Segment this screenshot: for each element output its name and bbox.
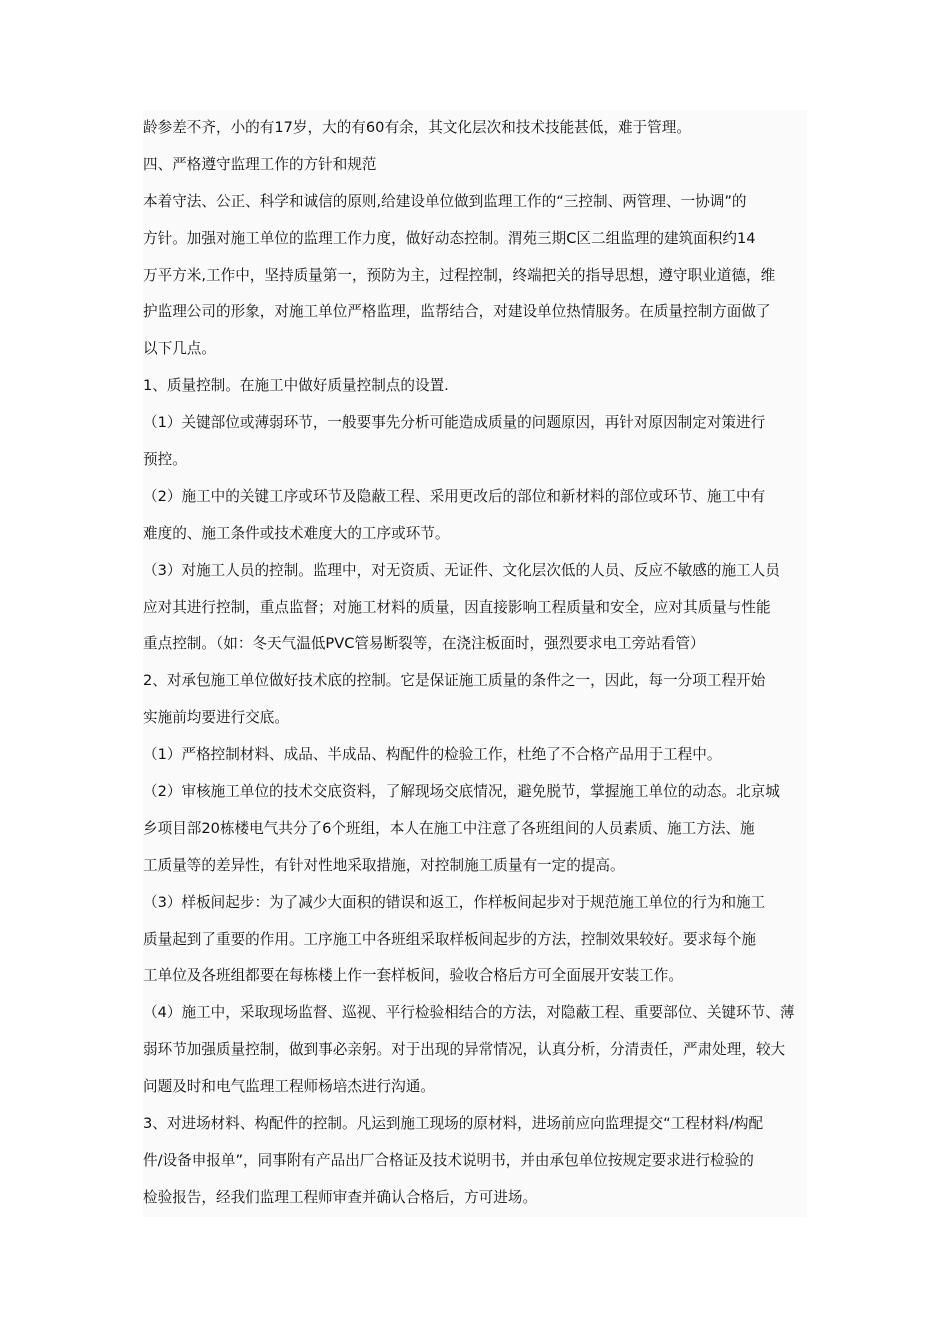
text-line: 检验报告，经我们监理工程师审查并确认合格后，方可进场。 [143, 1188, 538, 1206]
text-line: 护监理公司的形象，对施工单位严格监理，监帮结合，对建设单位热情服务。在质量控制方面做了 [143, 303, 771, 321]
text-line: 万平方米,工作中，坚持质量第一，预防为主，过程控制，终端把关的指导思想，遵守职业道德，维 [143, 266, 776, 284]
text-line: 方针。加强对施工单位的监理工作力度，做好动态控制。渭苑三期C区二组监理的建筑面积约14 [143, 229, 756, 247]
text-line: 问题及时和电气监理工程师杨培杰进行沟通。 [143, 1078, 435, 1096]
text-line: 应对其进行控制，重点监督；对施工材料的质量，因直接影响工程质量和安全，应对其质量与性能 [143, 598, 771, 616]
text-line: （2）施工中的关键工序或环节及隐蔽工程、采用更改后的部位和新材料的部位或环节、施工中有 [143, 487, 766, 505]
text-line: 乡项目部20栋楼电气共分了6个班组，本人在施工中注意了各班组间的人员素质、施工方法、施 [143, 819, 755, 837]
text-line: 实施前均要进行交底。 [143, 709, 289, 727]
text-line: 本着守法、公正、科学和诚信的原则,给建设单位做到监理工作的“三控制、两管理、一协调”的 [143, 192, 747, 210]
text-line: （2）审核施工单位的技术交底资料，了解现场交底情况，避免脱节，掌握施工单位的动态。北京城 [143, 783, 780, 801]
text-line: 预控。 [143, 451, 187, 469]
text-line: 件/设备申报单”，同事附有产品出厂合格证及技术说明书，并由承包单位按规定要求进行检验的 [143, 1151, 754, 1169]
text-line: （3）对施工人员的控制。监理中，对无资质、无证件、文化层次低的人员、反应不敏感的施工人员 [143, 561, 780, 579]
text-line: 质量起到了重要的作用。工序施工中各班组采取样板间起步的方法，控制效果较好。要求每个施 [143, 930, 756, 948]
text-line: 以下几点。 [143, 340, 216, 358]
text-line: 工质量等的差异性，有针对性地采取措施，对控制施工质量有一定的提高。 [143, 856, 625, 874]
text-line: （4）施工中，采取现场监督、巡视、平行检验相结合的方法，对隐蔽工程、重要部位、关键环节、薄 [143, 1004, 795, 1022]
text-line: 龄参差不齐，小的有17岁，大的有60有余，其文化层次和技术技能甚低，难于管理。 [143, 119, 691, 136]
document-body [143, 110, 807, 1217]
text-line: 四、严格遵守监理工作的方针和规范 [143, 155, 377, 173]
text-line: （1）严格控制材料、成品、半成品、构配件的检验工作，杜绝了不合格产品用于工程中。 [143, 746, 722, 764]
text-line: 难度的、施工条件或技术难度大的工序或环节。 [143, 524, 450, 542]
text-line: 重点控制。（如：冬天气温低PVC管易断裂等，在浇注板面时，强烈要求电工旁站看管） [143, 635, 705, 653]
text-line: 工单位及各班组都要在每栋楼上作一套样板间，验收合格后方可全面展开安装工作。 [143, 967, 683, 985]
text-line: 3、对进场材料、构配件的控制。凡运到施工现场的原材料，进场前应向监理提交“工程材料/构配 [143, 1115, 764, 1133]
text-line: 1、质量控制。在施工中做好质量控制点的设置. [143, 377, 449, 395]
text-line: （1）关键部位或薄弱环节，一般要事先分析可能造成质量的问题原因，再针对原因制定对策进行 [143, 414, 766, 432]
text-line: （3）样板间起步：为了减少大面积的错误和返工，作样板间起步对于规范施工单位的行为和施工 [143, 893, 766, 911]
text-line: 弱环节加强质量控制，做到事必亲躬。对于出现的异常情况，认真分析，分清责任，严肃处理，较大 [143, 1041, 786, 1059]
text-line: 2、对承包施工单位做好技术底的控制。它是保证施工质量的条件之一，因此，每一分项工程开始 [143, 672, 766, 690]
